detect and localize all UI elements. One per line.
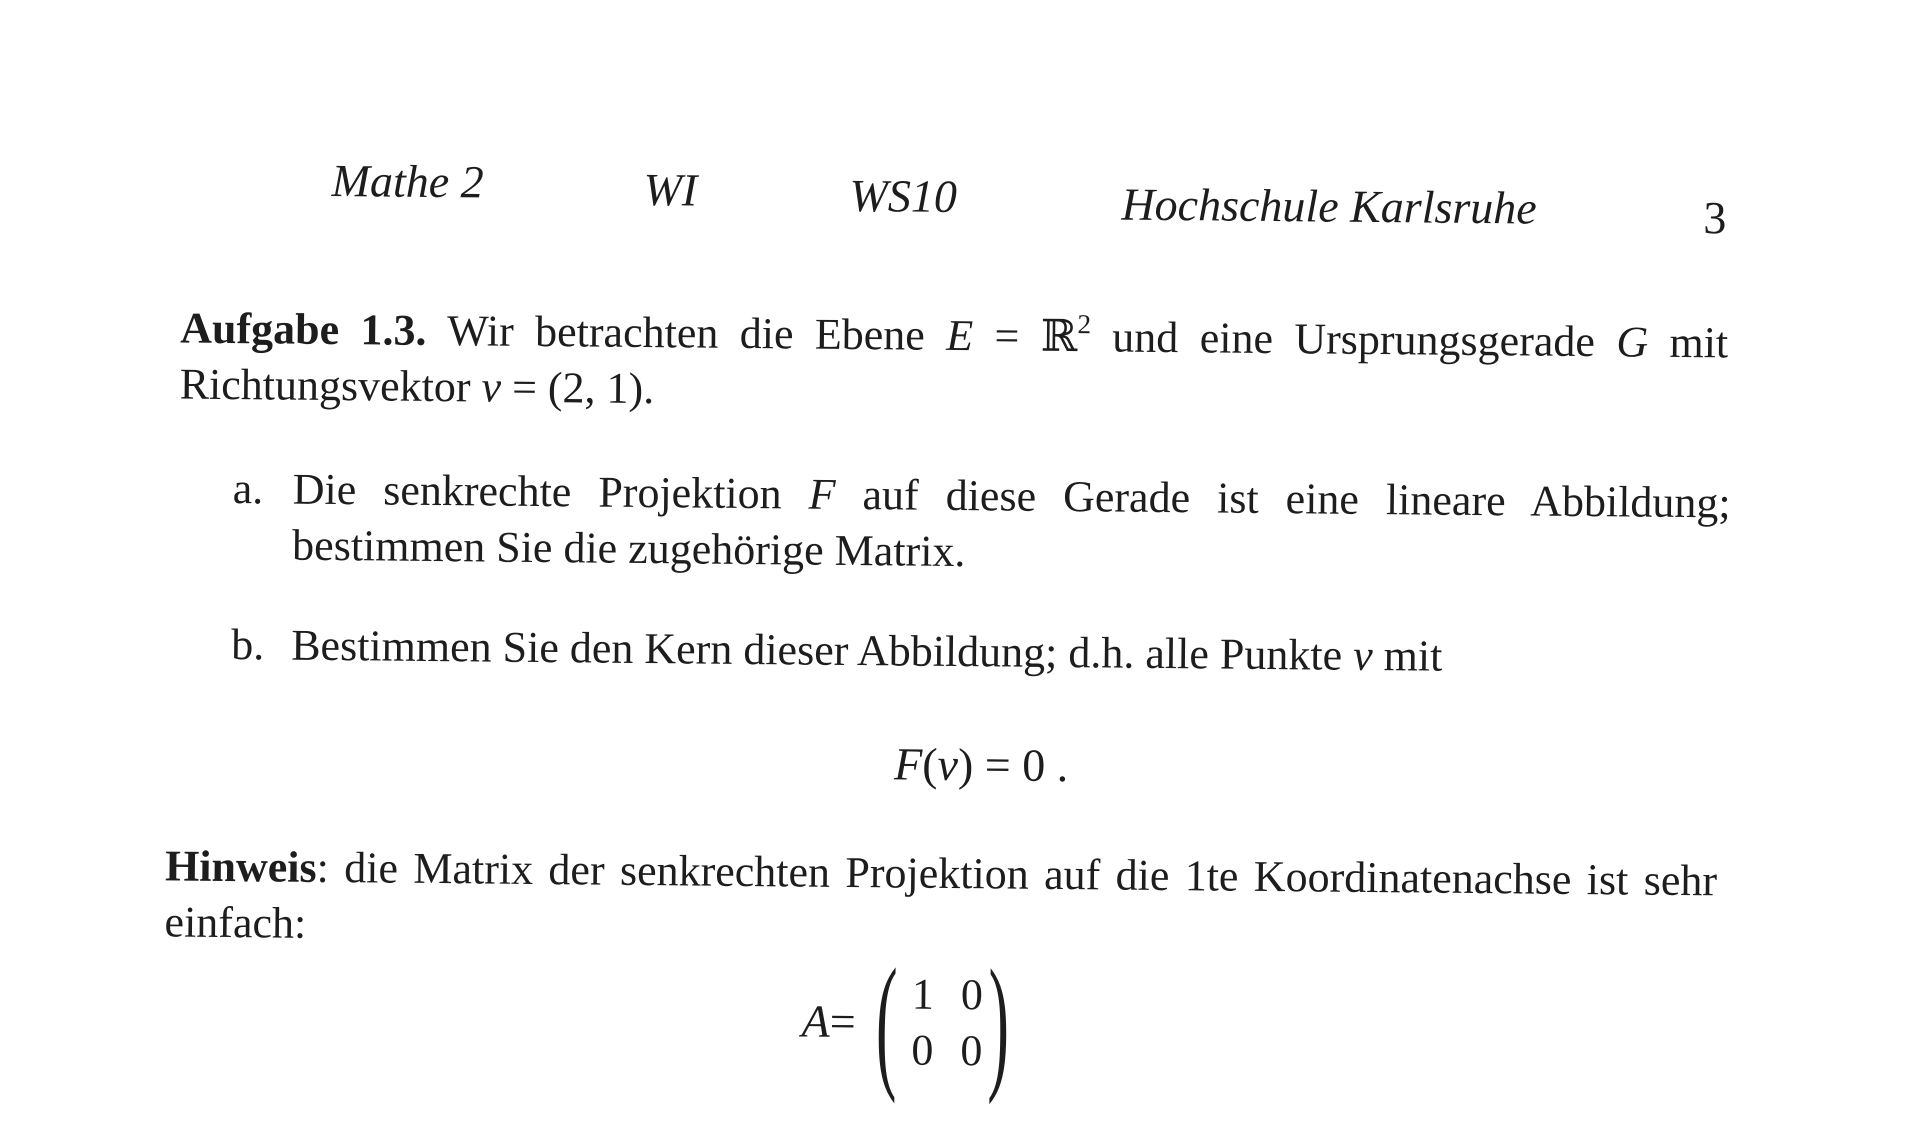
- symbol-E: E: [946, 310, 974, 361]
- header-page-number: 3: [1703, 192, 1727, 244]
- hint-text: : die Matrix der senkrechten Projektion auf die 1te Koordinatenachse ist sehr einfach:: [164, 842, 1718, 948]
- symbol-F: F: [808, 469, 836, 519]
- item-a: [232, 461, 1731, 587]
- matrix-cell: 0: [960, 1025, 983, 1075]
- hint-label: Hinweis: [164, 841, 317, 892]
- matrix-name: A: [801, 995, 830, 1047]
- matrix-eq-sign: =: [829, 995, 856, 1047]
- header-course: Mathe 2: [331, 154, 484, 208]
- matrix-right-paren: ): [987, 939, 1010, 1106]
- intro-text-2: und eine Ursprungsgerade: [1090, 312, 1617, 367]
- item-b-text-pre: Bestimmen Sie den Kern dieser Abbildung; d.h. alle Punkte: [290, 620, 1354, 680]
- intro-text-1: Wir betrachten die Ebene: [426, 305, 947, 360]
- symbol-v: v: [481, 362, 502, 412]
- item-b-text-post: mit: [1372, 631, 1443, 681]
- item-b-label: b.: [230, 620, 265, 670]
- eq-close: ) = 0 .: [957, 739, 1069, 792]
- hint-paragraph: [164, 838, 1717, 965]
- item-b: [231, 617, 1729, 687]
- matrix-cell: 0: [911, 1025, 934, 1075]
- exercise-label: Aufgabe 1.3.: [180, 303, 427, 355]
- exercise-intro: [179, 301, 1728, 428]
- matrix-cell: 1: [911, 969, 935, 1019]
- header-term: WS10: [849, 169, 958, 222]
- matrix-left-paren: (: [875, 938, 898, 1105]
- header-institution: Hochschule Karlsruhe: [1121, 178, 1537, 234]
- eq-open: (: [921, 738, 938, 790]
- vector-value: = (2, 1).: [500, 362, 655, 414]
- eq-v: v: [937, 738, 959, 791]
- item-a-label: a.: [232, 464, 264, 514]
- item-b-text: [291, 618, 1729, 688]
- symbol-G: G: [1616, 317, 1649, 367]
- kernel-equation: [893, 738, 1069, 792]
- item-a-text-post: auf diese Gerade ist eine lineare Abbildung; bestimmen Sie die zugehörige Matrix.: [291, 469, 1731, 577]
- matrix-cell: 0: [960, 969, 984, 1019]
- header-program: WI: [643, 163, 698, 216]
- matrix-equation: [801, 938, 1024, 1106]
- item-a-text: [292, 462, 1731, 588]
- symbol-R-exponent: 2: [1077, 308, 1092, 339]
- matrix-grid: [893, 965, 992, 1078]
- item-a-text-pre: Die senkrechte Projektion: [292, 464, 809, 519]
- symbol-R: ℝ: [1040, 311, 1078, 362]
- intro-text-3: mit Richtungsvektor: [179, 317, 1729, 412]
- eq-F: F: [893, 738, 923, 790]
- symbol-v-b: v: [1352, 630, 1373, 681]
- eq-sign: =: [972, 311, 1041, 361]
